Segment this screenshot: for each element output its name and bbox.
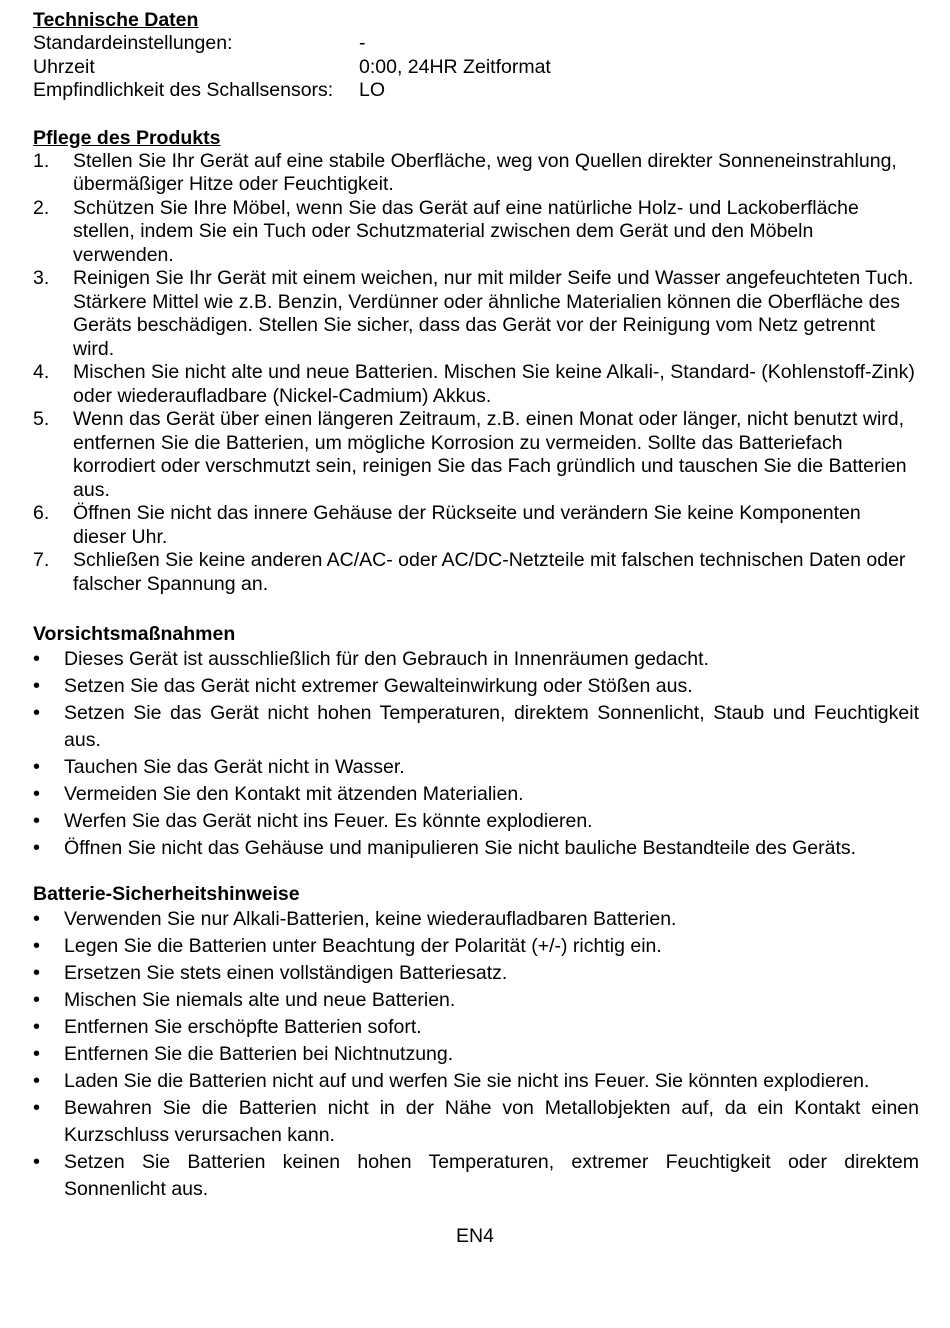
tech-spec-table <box>33 32 919 103</box>
battery-list <box>33 906 919 1203</box>
list-item <box>33 1095 919 1149</box>
spec-label: Uhrzeit <box>33 55 95 78</box>
list-item <box>33 1041 919 1068</box>
bullet-icon: • <box>33 908 41 930</box>
item-text: Wenn das Gerät über einen längeren Zeitraum, z.B. einen Monat oder länger, nicht benutzt wird, entfernen Sie die Batterien, um mögliche Korrosion zu vermeiden. Sollte das Batteriefach korrodiert oder verschmutzt sein, reinigen Sie das Fach gründlich und tauschen Sie die Batterien aus. <box>73 408 907 501</box>
bullet-icon: • <box>33 702 41 724</box>
list-item <box>33 933 919 960</box>
spec-label: Empfindlichkeit des Schallsensors: <box>33 79 334 101</box>
item-number: 7. <box>33 549 50 571</box>
bullet-icon: • <box>33 962 41 984</box>
list-item <box>33 150 919 197</box>
item-text: Schließen Sie keine anderen AC/AC- oder AC/DC-Netzteile mit falschen technischen Daten oder falscher Spannung an. <box>73 549 906 595</box>
list-item <box>33 1014 919 1041</box>
precautions-heading: Vorsichtsmaßnahmen <box>33 623 236 645</box>
list-item <box>33 1068 919 1095</box>
list-item <box>33 835 919 862</box>
item-number: 5. <box>33 408 50 430</box>
bullet-icon: • <box>33 989 41 1011</box>
care-heading: Pflege des Produkts <box>33 126 221 149</box>
bullet-icon: • <box>33 675 41 697</box>
bullet-icon: • <box>33 935 41 957</box>
list-item <box>33 197 919 268</box>
list-item <box>33 906 919 933</box>
spec-value: LO <box>359 79 386 101</box>
list-item <box>33 361 919 408</box>
list-item <box>33 502 919 549</box>
list-item <box>33 960 919 987</box>
list-item <box>33 781 919 808</box>
item-number: 4. <box>33 361 50 383</box>
spec-value: - <box>359 32 366 54</box>
list-item <box>33 646 919 673</box>
bullet-icon: • <box>33 1070 41 1092</box>
item-text: Setzen Sie das Gerät nicht extremer Gewalteinwirkung oder Stößen aus. <box>64 675 693 697</box>
item-text: Laden Sie die Batterien nicht auf und werfen Sie sie nicht ins Feuer. Sie könnten explodieren. <box>64 1070 870 1092</box>
document-page <box>33 8 919 1203</box>
item-text: Verwenden Sie nur Alkali-Batterien, keine wiederaufladbaren Batterien. <box>64 908 677 930</box>
item-text: Schützen Sie Ihre Möbel, wenn Sie das Gerät auf eine natürliche Holz- und Lackoberfläche stellen, indem Sie ein Tuch oder Schutzmaterial zwischen dem Gerät und den Möbeln verwenden. <box>73 196 859 266</box>
battery-heading: Batterie-Sicherheitshinweise <box>33 883 300 905</box>
item-text: Öffnen Sie nicht das innere Gehäuse der Rückseite und verändern Sie keine Komponenten dieser Uhr. <box>73 502 861 548</box>
item-number: 6. <box>33 502 50 524</box>
list-item <box>33 700 919 754</box>
spec-row <box>33 79 919 103</box>
bullet-icon: • <box>33 1097 41 1119</box>
item-text: Setzen Sie Batterien keinen hohen Temperaturen, extremer Feuchtigkeit oder direktem Sonnenlicht aus. <box>64 1151 919 1200</box>
item-text: Setzen Sie das Gerät nicht hohen Temperaturen, direktem Sonnenlicht, Staub und Feuchtigkeit aus. <box>64 702 919 751</box>
item-text: Werfen Sie das Gerät nicht ins Feuer. Es könnte explodieren. <box>64 810 593 832</box>
list-item <box>33 549 919 596</box>
item-text: Reinigen Sie Ihr Gerät mit einem weichen, nur mit milder Seife und Wasser angefeuchteten Tuch. Stärkere Mittel wie z.B. Benzin, Verdünner oder ähnliche Materialien können die Oberfläche des Geräts beschädigen. Stellen Sie sicher, dass das Gerät vor der Reinigung vom Netz getrennt wird. <box>73 267 914 360</box>
item-text: Legen Sie die Batterien unter Beachtung der Polarität (+/-) richtig ein. <box>64 935 662 957</box>
item-text: Dieses Gerät ist ausschließlich für den Gebrauch in Innenräumen gedacht. <box>64 648 709 670</box>
list-item <box>33 673 919 700</box>
bullet-icon: • <box>33 837 41 859</box>
spec-row <box>33 56 919 80</box>
item-text: Entfernen Sie die Batterien bei Nichtnutzung. <box>64 1043 454 1065</box>
list-item <box>33 808 919 835</box>
item-number: 3. <box>33 267 50 289</box>
list-item <box>33 408 919 502</box>
list-item <box>33 1149 919 1203</box>
precautions-list <box>33 646 919 862</box>
list-item <box>33 987 919 1014</box>
list-item <box>33 754 919 781</box>
list-item <box>33 267 919 361</box>
bullet-icon: • <box>33 810 41 832</box>
spec-value: 0:00, 24HR Zeitformat <box>359 55 551 78</box>
item-text: Öffnen Sie nicht das Gehäuse und manipulieren Sie nicht bauliche Bestandteile des Geräts. <box>64 837 857 859</box>
page-number: EN4 <box>456 1225 494 1247</box>
item-text: Mischen Sie niemals alte und neue Batterien. <box>64 989 456 1011</box>
bullet-icon: • <box>33 1151 41 1173</box>
item-text: Entfernen Sie erschöpfte Batterien sofort. <box>64 1016 422 1038</box>
bullet-icon: • <box>33 1016 41 1038</box>
bullet-icon: • <box>33 783 41 805</box>
care-list <box>33 150 919 597</box>
item-text: Mischen Sie nicht alte und neue Batterien. Mischen Sie keine Alkali-, Standard- (Kohlenstoff-Zink) oder wiederaufladbare (Nickel-Cadmium) Akkus. <box>73 361 915 407</box>
item-number: 1. <box>33 149 50 172</box>
item-text: Vermeiden Sie den Kontakt mit ätzenden Materialien. <box>64 783 524 805</box>
bullet-icon: • <box>33 756 41 778</box>
tech-heading: Technische Daten <box>33 9 199 31</box>
spec-label: Standardeinstellungen: <box>33 32 233 54</box>
bullet-icon: • <box>33 648 41 670</box>
item-text: Tauchen Sie das Gerät nicht in Wasser. <box>64 756 405 778</box>
item-text: Stellen Sie Ihr Gerät auf eine stabile Oberfläche, weg von Quellen direkter Sonneneinstrahlung, übermäßiger Hitze oder Feuchtigkeit. <box>73 149 897 195</box>
item-number: 2. <box>33 196 50 219</box>
item-text: Ersetzen Sie stets einen vollständigen Batteriesatz. <box>64 962 508 984</box>
bullet-icon: • <box>33 1043 41 1065</box>
item-text: Bewahren Sie die Batterien nicht in der Nähe von Metallobjekten auf, da ein Kontakt einen Kurzschluss verursachen kann. <box>64 1097 919 1146</box>
spec-row <box>33 32 919 56</box>
